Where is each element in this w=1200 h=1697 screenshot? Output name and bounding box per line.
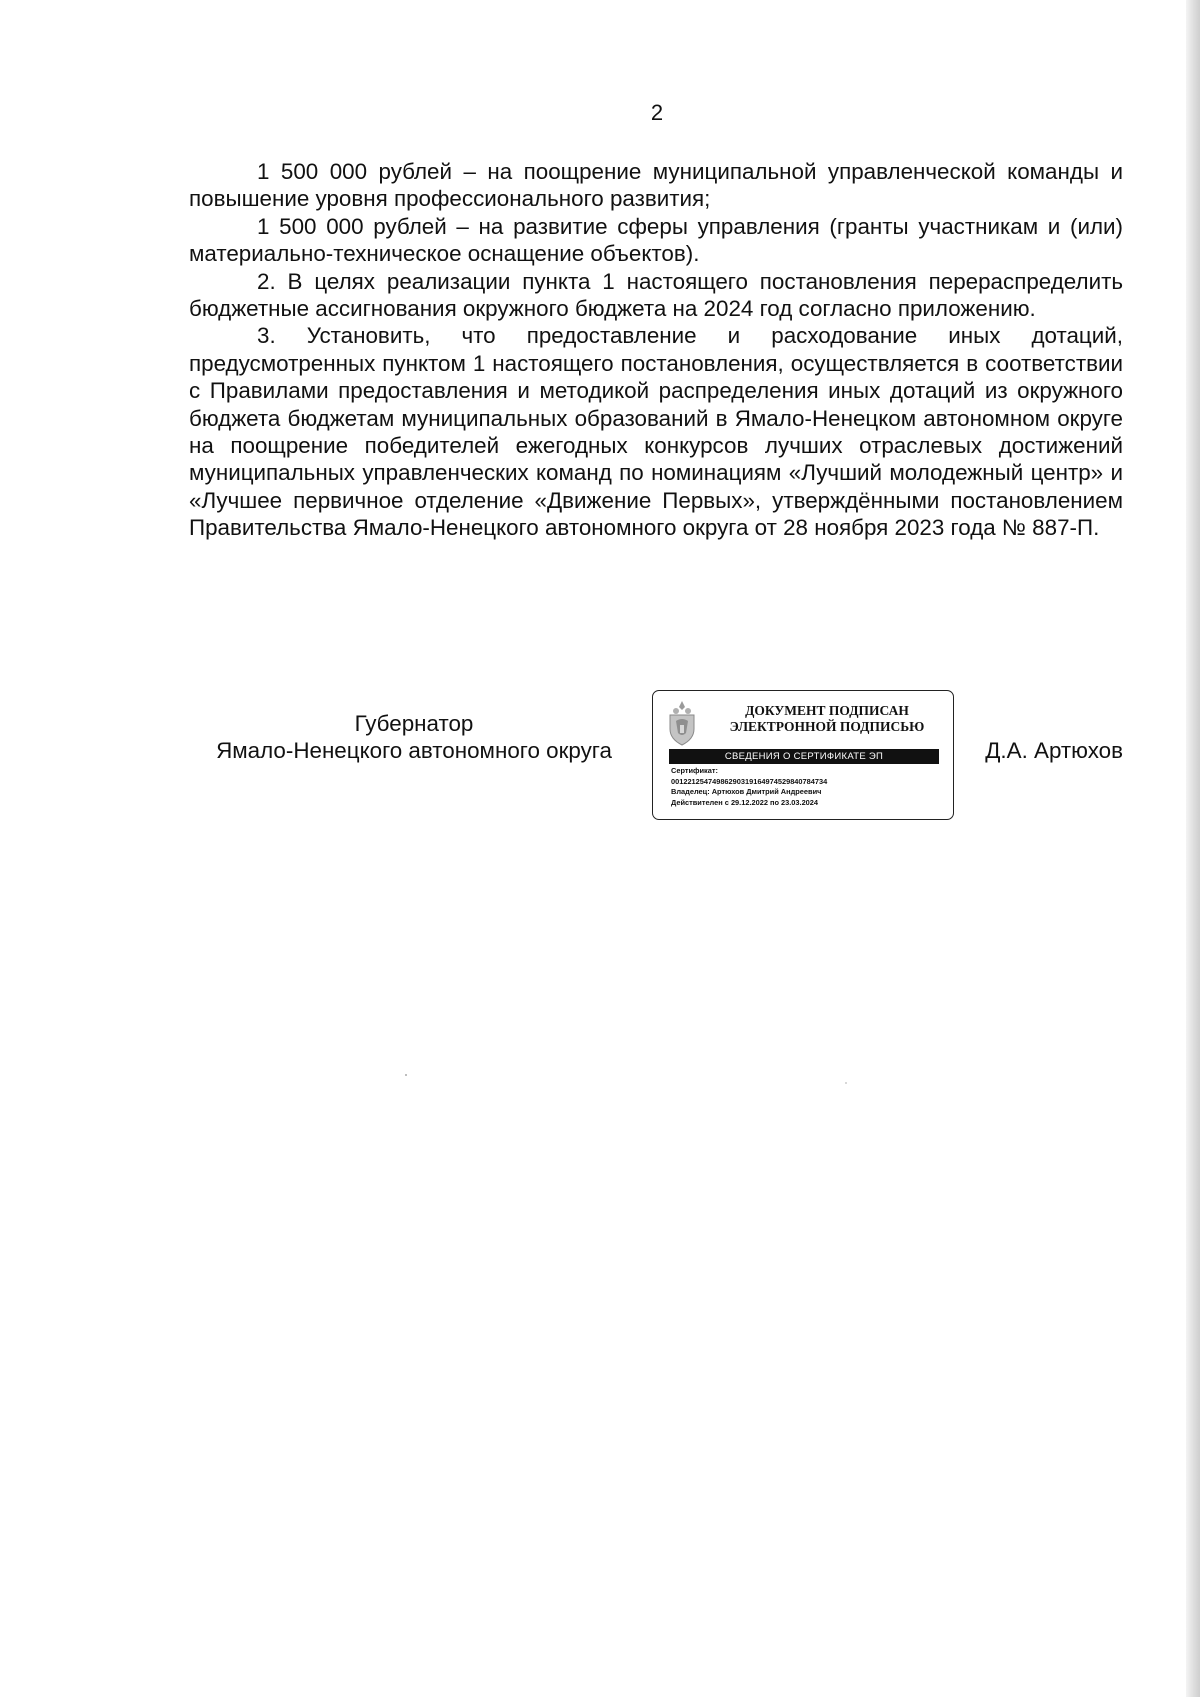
certificate-owner: Владелец: Артюхов Дмитрий Андреевич	[671, 787, 822, 797]
paragraph-item-2: 2. В целях реализации пункта 1 настоящего постановления перераспределить бюджетные ассигнования окружного бюджета на 2024 год согласно приложению.	[189, 268, 1123, 322]
stamp-title-line1: ДОКУМЕНТ ПОДПИСАН	[745, 703, 909, 718]
stamp-title-line2: ЭЛЕКТРОННОЙ ПОДПИСЬЮ	[729, 719, 925, 734]
scan-speck	[845, 1082, 847, 1084]
signatory-title-line1: Губернатор	[354, 711, 474, 736]
signatory-title	[189, 710, 639, 764]
signatory-name: Д.А. Артюхов	[985, 738, 1123, 763]
paragraph-item-3: 3. Установить, что предоставление и расходование иных дотаций, предусмотренных пунктом 1 настоящего постановления, осуществляется в соответствии с Правилами предоставления и методикой распределения иных дотаций из окружного бюджета бюджетам муниципальных образований в Ямало-Ненецком автономном округе на поощрение победителей ежегодных конкурсов лучших отраслевых достижений муниципальных управленческих команд по номинациям «Лучший молодежный центр» и «Лучшее первичное отделение «Движение Первых», утверждёнными постановлением Правительства Ямало-Ненецкого автономного округа от 28 ноября 2023 года № 887-П.	[189, 323, 1123, 541]
paragraph-grant-team: 1 500 000 рублей – на поощрение муниципальной управленческой команды и повышение уровня профессионального развития;	[189, 159, 1123, 212]
certificate-info-bar: СВЕДЕНИЯ О СЕРТИФИКАТЕ ЭП	[669, 749, 939, 764]
electronic-signature-stamp	[652, 690, 954, 820]
certificate-label: Сертификат:	[671, 766, 718, 775]
certificate-number: 00122125474986290319164974529840784734	[671, 776, 828, 786]
page-number: 2	[650, 100, 664, 125]
signatory-title-line2: Ямало-Ненецкого автономного округа	[216, 738, 612, 763]
document-body	[189, 158, 1123, 542]
scan-edge-shadow	[1186, 0, 1200, 1697]
certificate-details	[671, 766, 947, 808]
stamp-title	[709, 703, 945, 735]
paragraph-grant-management: 1 500 000 рублей – на развитие сферы управления (гранты участникам и (или) материально-техническое оснащение объектов).	[189, 213, 1123, 267]
coat-of-arms-emblem-icon	[665, 699, 699, 747]
scan-speck	[405, 1074, 407, 1076]
signature-block	[189, 690, 1123, 830]
certificate-validity: Действителен с 29.12.2022 по 23.03.2024	[671, 797, 819, 807]
